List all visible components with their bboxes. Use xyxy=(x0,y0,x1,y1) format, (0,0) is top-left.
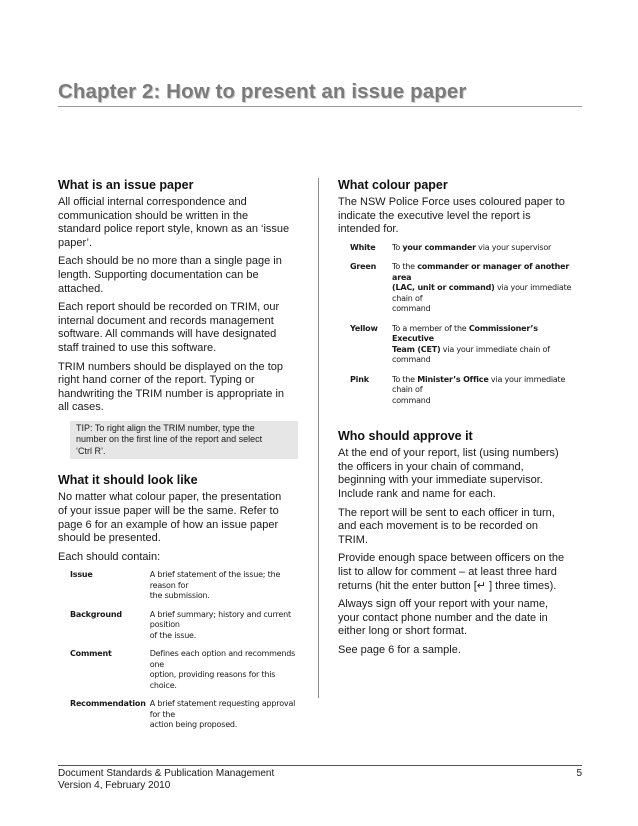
footer-line-2: Version 4, February 2010 xyxy=(58,780,171,791)
body-paragraph xyxy=(58,301,298,355)
recipient-emphasis: Commissioner’s Executive xyxy=(392,323,538,344)
colour-row xyxy=(350,324,582,375)
title-rule xyxy=(58,106,582,107)
contents-row xyxy=(70,610,304,650)
contents-table xyxy=(70,570,304,739)
text-line: Each report should be recorded on TRIM, our xyxy=(58,301,280,314)
section-heading-look: What it should look like xyxy=(58,473,198,488)
text-line: standard police report style, known as an ‘issue xyxy=(58,223,290,236)
contents-key: Comment xyxy=(70,649,112,659)
text-line: of your issue paper will be the same. Refer to xyxy=(58,505,279,517)
section-heading-approve: Who should approve it xyxy=(338,429,473,444)
colour-name: Yellow xyxy=(350,323,378,333)
recipient-emphasis: commander or manager of another area xyxy=(392,262,570,282)
colour-recipient xyxy=(392,243,582,263)
text-line: the officers in your chain of command, xyxy=(338,460,524,473)
right-column xyxy=(338,178,582,663)
contents-row xyxy=(70,570,304,610)
recipient-emphasis: your commander xyxy=(402,242,476,252)
recipient-line xyxy=(392,324,582,345)
text-line: TRIM numbers should be displayed on the top xyxy=(58,360,284,373)
colour-row xyxy=(350,375,582,416)
contents-description xyxy=(150,649,304,699)
section-heading-colour: What colour paper xyxy=(338,178,448,192)
text-line: intended for. xyxy=(338,223,399,236)
text-line: either long or short format. xyxy=(338,625,468,638)
colour-table xyxy=(350,243,582,416)
contents-description xyxy=(150,699,304,739)
body-paragraph xyxy=(338,507,582,548)
recipient-text: To a member of the xyxy=(392,323,469,333)
recipient-line xyxy=(392,375,582,396)
recipient-emphasis: Minister’s Office xyxy=(417,374,489,384)
left-column xyxy=(58,178,298,739)
text-line: communication should be written in the xyxy=(58,209,249,222)
text-line: The NSW Police Force uses coloured paper to xyxy=(338,196,565,208)
description-line: Defines each option and recommends one xyxy=(149,649,296,669)
text-line: your contact phone number and the date in xyxy=(338,611,548,624)
text-line: See page 6 for a sample. xyxy=(338,644,461,656)
text-line: No matter what colour paper, the presentation xyxy=(58,491,282,504)
colour-row xyxy=(350,243,582,263)
body-paragraph xyxy=(338,644,582,658)
column-divider xyxy=(318,178,319,698)
recipient-emphasis: (LAC, unit or command) xyxy=(392,283,495,293)
page-number: 5 xyxy=(576,768,582,779)
recipient-text: via your immediate chain of xyxy=(392,283,572,303)
text-line: Provide enough space between officers on the xyxy=(338,552,565,565)
contents-description xyxy=(150,610,304,650)
recipient-line xyxy=(392,345,582,366)
text-line: internal document and records management xyxy=(58,314,274,327)
recipient-text: To xyxy=(392,242,403,252)
text-line: beginning with your immediate supervisor. xyxy=(338,474,543,487)
recipient-line: command xyxy=(392,304,431,314)
tip-line: number on the first line of the report and select xyxy=(76,434,263,445)
text-line: Each should be no more than a single page in xyxy=(58,255,282,268)
section-heading-issue-paper: What is an issue paper xyxy=(58,178,194,192)
text-line: TRIM. xyxy=(338,533,368,546)
colour-paragraph xyxy=(338,196,582,237)
recipient-text: To the xyxy=(392,374,418,384)
recipient-text: via your supervisor xyxy=(475,242,552,252)
text-line: returns (hit the enter button [↵ ] three times). xyxy=(338,579,557,592)
description-line: the submission. xyxy=(149,591,210,601)
recipient-text: To the xyxy=(392,262,418,272)
page-title: Chapter 2: How to present an issue paper xyxy=(58,80,467,103)
description-line: action being proposed. xyxy=(149,720,238,730)
recipient-line xyxy=(392,283,582,304)
text-line: Always sign off your report with your name, xyxy=(338,598,549,611)
text-line: list to allow for comment – at least three hard xyxy=(338,566,557,579)
text-line: right hand corner of the report. Typing or xyxy=(58,374,255,387)
text-line: software. All commands will have designated xyxy=(58,328,277,341)
approve-paragraphs xyxy=(338,447,582,657)
body-paragraph xyxy=(58,255,298,296)
contents-row xyxy=(70,649,304,699)
tip-line: TIP: To right align the TRIM number, type the xyxy=(76,422,255,433)
contents-key: Recommendation xyxy=(70,699,146,709)
contents-description xyxy=(150,570,304,610)
description-line: option, providing reasons for this choice. xyxy=(149,670,276,690)
text-line: page 6 for an example of how an issue paper xyxy=(58,518,279,531)
tip-line: ‘Ctrl R’. xyxy=(76,445,106,456)
body-paragraph xyxy=(338,552,582,593)
colour-recipient xyxy=(392,262,582,324)
text-line: All official internal correspondence and xyxy=(58,196,247,208)
text-line: and each movement is to be recorded on xyxy=(338,520,538,533)
recipient-emphasis: Team (CET) xyxy=(392,344,441,354)
recipient-line xyxy=(392,262,582,283)
recipient-line xyxy=(392,396,582,407)
footer-rule xyxy=(58,765,582,766)
recipient-text: via your immediate chain of command xyxy=(392,344,550,365)
text-line: indicate the executive level the report is xyxy=(338,209,531,222)
tip-box xyxy=(70,421,298,460)
text-line: At the end of your report, list (using numbers) xyxy=(338,447,559,460)
body-paragraph xyxy=(338,447,582,501)
text-line: all cases. xyxy=(58,401,104,414)
colour-name: Pink xyxy=(350,374,369,384)
colour-recipient xyxy=(392,375,582,416)
colour-recipient xyxy=(392,324,582,375)
contents-key: Background xyxy=(70,609,122,619)
text-line: length. Supporting documentation can be xyxy=(58,268,259,281)
contents-key: Issue xyxy=(70,570,93,580)
contain-intro: Each should contain: xyxy=(58,550,161,563)
footer-text xyxy=(58,768,274,792)
colour-name: White xyxy=(350,242,376,252)
description-line: of the issue. xyxy=(149,630,197,640)
recipient-line xyxy=(392,243,582,254)
body-paragraph xyxy=(58,196,298,250)
text-line: should be presented. xyxy=(58,532,161,545)
body-paragraph xyxy=(58,361,298,415)
text-line: attached. xyxy=(58,282,104,295)
text-line: Include rank and name for each. xyxy=(338,488,496,501)
footer-line-1: Document Standards & Publication Management xyxy=(58,768,275,779)
text-line: The report will be sent to each officer in turn, xyxy=(338,506,555,519)
text-line: paper’. xyxy=(58,236,93,249)
description-line: A brief summary; history and current position xyxy=(149,609,291,630)
recipient-text: via your immediate chain of xyxy=(392,374,566,395)
description-line: A brief statement of the issue; the reason for xyxy=(149,570,281,590)
text-line: handwriting the TRIM number is appropriate in xyxy=(58,387,285,400)
issue-paragraphs xyxy=(58,196,298,415)
recipient-text: command xyxy=(392,395,431,405)
colour-row xyxy=(350,262,582,324)
text-line: staff trained to use this software. xyxy=(58,341,217,354)
description-line: A brief statement requesting approval for the xyxy=(149,699,296,719)
look-paragraph xyxy=(58,491,298,545)
colour-name: Green xyxy=(350,262,377,272)
body-paragraph xyxy=(338,598,582,639)
contents-row xyxy=(70,699,304,739)
